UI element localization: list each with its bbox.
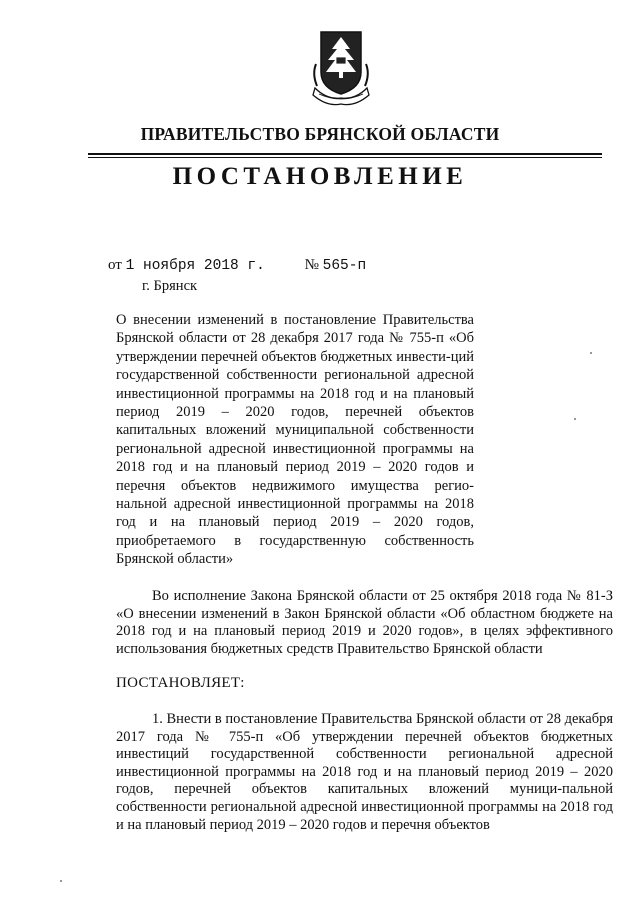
scan-speck [590,352,592,354]
header-divider-thin [88,157,602,158]
coat-of-arms-icon [307,28,375,108]
resolves-heading: ПОСТАНОВЛЯЕТ: [116,675,245,691]
document-number: 565-п [322,258,367,274]
date-number-line [108,257,366,274]
document-type-title: ПОСТАНОВЛЕНИЕ [172,163,468,190]
preamble-paragraph: Во исполнение Закона Брянской области от 25 октября 2018 года № 81-З «О внесении изменений в Закон Брянской области «Об областном бюджете на 2018 год и на плановый период 2019 и 2020 годов», в целях эффективного использования бюджетных средств Правительство Брянской области [116,588,613,657]
item-1-paragraph: 1. Внести в постановление Правительства Брянской области от 28 декабря 2017 года № 755-п «Об утверждении перечней объектов бюджетных инвестиций государственной собственности региональной адресной инвестиционной программы на 2018 год и на плановый период 2019 – 2020 годов, перечней объектов капитальных вложений муници-пальной собственности региональной адресной инвестиционной программы на 2018 год и на плановый период 2019 – 2020 годов и перечня объектов [116,711,613,833]
scan-speck [60,880,62,882]
header-divider-thick [88,153,602,155]
scan-speck [574,418,576,420]
government-title: ПРАВИТЕЛЬСТВО БРЯНСКОЙ ОБЛАСТИ [140,124,500,144]
number-label: № [304,257,319,273]
document-date: 1 ноября 2018 г. [125,258,265,274]
document-subject: О внесении изменений в постановление Правительства Брянской области от 28 декабря 2017 года № 755-п «Об утверждении перечней объектов бюджетных инвести-ций государственной собственности региональной адресной инвестиционной программы на 2018 год и на плановый период 2019 – 2020 годов, перечней объектов капитальных вложений муниципальной собственности региональной адресной инвестиционной программы на 2018 год и на плановый период 2019 – 2020 годов и перечня объектов недвижимого имущества регио-нальной адресной инвестиционной программы на 2018 год и на плановый период 2019 – 2020 годов, приобретаемого в государственную собственность Брянской области» [116,312,474,568]
document-city: г. Брянск [142,278,198,294]
date-prefix: от [108,257,122,273]
